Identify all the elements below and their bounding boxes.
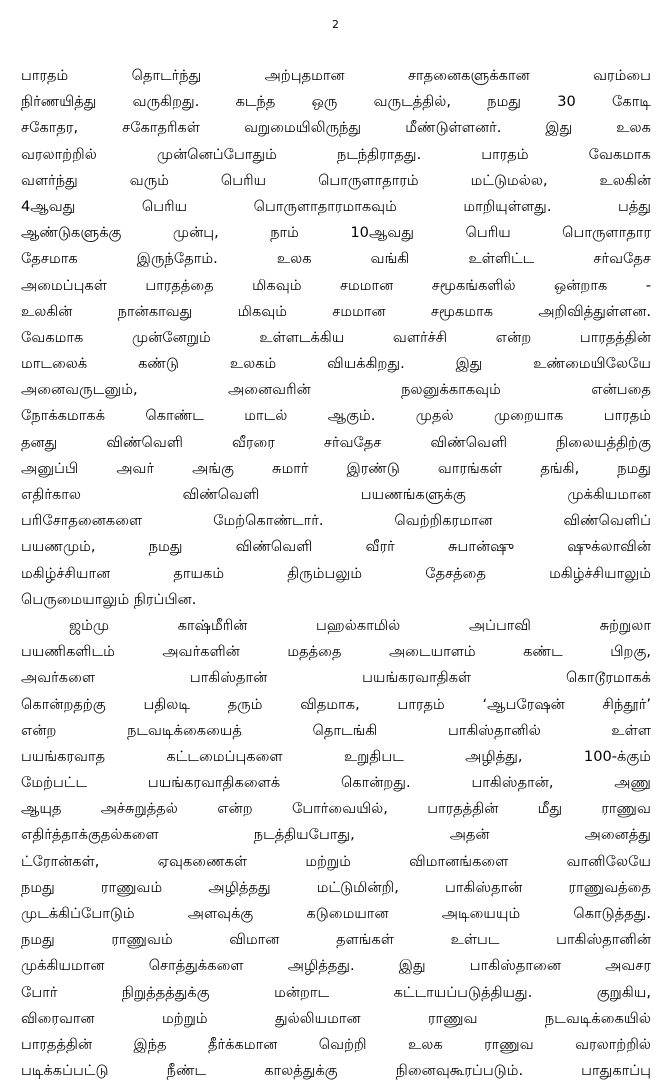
text-line: நிர்ணயித்து வருகிறது. கடந்த ஒரு வருடத்தில், நமது 30 கோடி xyxy=(21,93,651,111)
text-line: நோக்கமாகக் கொண்ட மாடல் ஆகும். முதல் முறையாக பாரதம் xyxy=(21,407,651,425)
text-line: முடக்கிப்போடும் அளவுக்கு கடுமையான அடியையும் கொடுத்தது. xyxy=(21,905,651,922)
body-text xyxy=(21,63,651,1084)
text-line: நமது ராணுவம் விமான தளங்கள் உள்பட பாகிஸ்தானின் xyxy=(21,931,651,949)
text-line: மகிழ்ச்சியான தாயகம் திரும்பலும் தேசத்தை மகிழ்ச்சியாலும் xyxy=(21,564,651,582)
text-line: போர் நிறுத்தத்துக்கு மன்றாட கட்டாயப்படுத்தியது. குறுகிய, xyxy=(21,983,651,1001)
text-line: மாடலைக் கண்டு உலகம் வியக்கிறது. இது உண்மையிலேயே xyxy=(21,355,651,373)
text-line: தேசமாக இருந்தோம். உலக வங்கி உள்ளிட்ட சர்வதேச xyxy=(21,250,651,268)
text-line: 4ஆவது பெரிய பொருளாதாரமாகவும் மாறியுள்ளது. பத்து xyxy=(21,197,651,215)
text-line: பெருமையாலும் நிரப்பின. xyxy=(21,590,197,608)
text-line: ஆண்டுகளுக்கு முன்பு, நாம் 10ஆவது பெரிய பொருளாதார xyxy=(21,224,651,242)
text-line: ஆயுத அச்சுறுத்தல் என்ற போர்வையில், பாரதத்தின் மீது ராணுவ xyxy=(21,800,651,818)
page-number: 2 xyxy=(332,18,339,31)
text-line: பயணமும், நமது விண்வெளி வீரர் சுபான்ஷு ஷுக்லாவின் xyxy=(21,538,651,556)
text-line: வரலாற்றில் முன்னெப்போதும் நடந்திராதது. பாரதம் வேகமாக xyxy=(21,145,651,163)
text-line: பாரதம் தொடர்ந்து அற்புதமான சாதனைகளுக்கான வரம்பை xyxy=(21,67,651,84)
text-line: உலகின் நான்காவது மிகவும் சமமான சமூகமாக அறிவித்துள்ளன. xyxy=(21,302,651,320)
text-line: வேகமாக முன்னேறும் உள்ளடக்கிய வளர்ச்சி என்ற பாரதத்தின் xyxy=(21,328,651,346)
text-line: அனைவருடனும், அனைவரின் நலனுக்காகவும் என்பதை xyxy=(21,381,651,399)
text-line: எதிர்கால விண்வெளி பயணங்களுக்கு முக்கியமான xyxy=(21,486,651,503)
text-line: ட்ரோன்கள், ஏவுகணைகள் மற்றும் விமானங்களை வானிலேயே xyxy=(21,852,651,870)
text-line: எதிர்த்தாக்குதல்களை நடத்தியபோது, அதன் அனைத்து xyxy=(21,826,651,844)
text-line: தனது விண்வெளி வீரரை சர்வதேச விண்வெளி நிலையத்திற்கு xyxy=(21,433,651,451)
text-line: சகோதர, சகோதரிகள் வறுமையிலிருந்து மீண்டுள்ளனர். இது உலக xyxy=(21,119,651,137)
text-line: பாரதத்தின் இந்த தீர்க்கமான வெற்றி உலக ராணுவ வரலாற்றில் xyxy=(21,1035,651,1053)
text-line: அவர்களை பாகிஸ்தான் பயங்கரவாதிகள் கொடூரமாகக் xyxy=(21,669,651,687)
text-line: மேற்பட்ட பயங்கரவாதிகளைக் கொன்றது. பாகிஸ்தான், அணு xyxy=(21,774,651,792)
text-line: பரிசோதனைகளை மேற்கொண்டார். வெற்றிகரமான விண்வெளிப் xyxy=(21,512,651,530)
text-line: பயங்கரவாத கட்டமைப்புகளை உறுதிபட அழித்து, 100-க்கும் xyxy=(21,747,651,765)
text-line: முக்கியமான சொத்துக்களை அழித்தது. இது பாகிஸ்தானை அவசர xyxy=(21,957,651,975)
text-line: நமது ராணுவம் அழித்தது மட்டுமின்றி, பாகிஸ்தான் ராணுவத்தை xyxy=(21,878,651,896)
text-line: வளர்ந்து வரும் பெரிய பொருளாதாரம் மட்டுமல்ல, உலகின் xyxy=(21,171,651,189)
text-line: அனுப்பி அவர் அங்கு சுமார் இரண்டு வாரங்கள் தங்கி, நமது xyxy=(21,459,651,477)
text-line: படிக்கப்பட்டு நீண்ட காலத்துக்கு நினைவுகூரப்படும். பாதுகாப்பு xyxy=(21,1062,651,1080)
text-line: ஜம்மு காஷ்மீரின் பஹல்காமில் அப்பாவி சுற்றுலா xyxy=(69,616,651,634)
text-line: பயணிகளிடம் அவர்களின் மதத்தை அடையாளம் கண்ட பிறகு, xyxy=(21,643,651,661)
text-line: கொன்றதற்கு பதிலடி தரும் விதமாக, பாரதம் ‘ஆபரேஷன் சிந்தூர்’ xyxy=(21,695,651,713)
text-line: அமைப்புகள் பாரதத்தை மிகவும் சமமான சமூகங்களில் ஒன்றாக - xyxy=(21,276,651,294)
text-line: என்ற நடவடிக்கையைத் தொடங்கி பாகிஸ்தானில் உள்ள xyxy=(21,721,651,739)
text-line: விரைவான மற்றும் துல்லியமான ராணுவ நடவடிக்கையில் xyxy=(21,1009,651,1027)
